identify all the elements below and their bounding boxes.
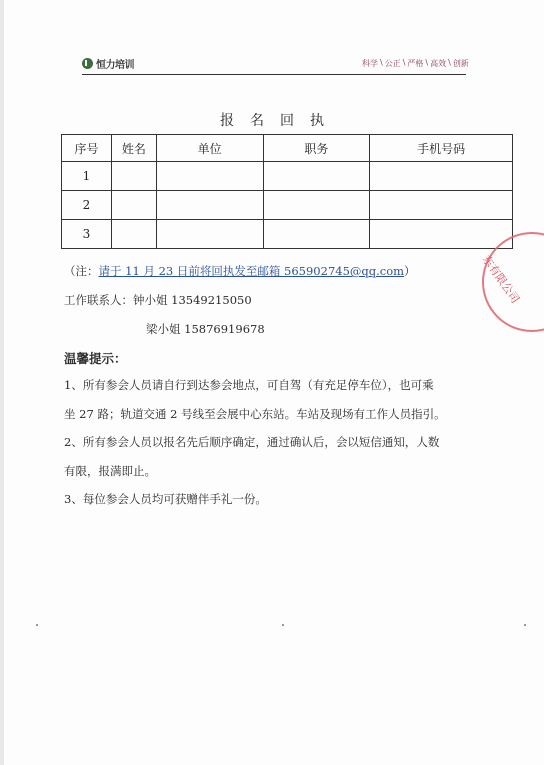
cell-phone[interactable] [370,162,513,191]
note-suffix: ） [404,264,416,278]
cell-name[interactable] [111,162,156,191]
cell-index: 2 [62,191,112,220]
slogan-word: 严格 [407,59,424,68]
cell-unit[interactable] [156,220,263,249]
cell-phone[interactable] [370,220,513,249]
slogan-separator: \ [448,58,451,67]
note-deadline-email[interactable]: 请于 11 月 23 日前将回执发至邮箱 565902745@qq.com [98,264,405,278]
header-slogan [362,58,469,69]
slogan-word: 科学 [362,59,378,68]
cell-position[interactable] [263,220,370,249]
tip-line: 3、每位参会人员均可获赠伴手礼一份。 [64,492,267,506]
cell-index: 1 [62,162,112,191]
table-row [62,162,513,191]
scan-dot [36,624,38,626]
header-divider [82,74,466,75]
table-header-row [62,135,513,162]
logo-text: 恒力培训 [96,59,134,71]
cell-unit[interactable] [156,162,263,191]
cell-position[interactable] [263,162,370,191]
registration-table [61,134,513,249]
slogan-word: 创新 [452,59,469,68]
table-row [62,220,513,249]
col-header-position: 职务 [263,135,370,162]
slogan-word: 高效 [430,59,447,68]
contact-line-1 [64,292,252,308]
tip-line: 2、所有参会人员以报名先后顺序确定，通过确认后，会以短信通知，人数 [64,435,440,449]
table-row [62,191,513,220]
scan-dot [282,624,284,626]
col-header-unit: 单位 [156,135,263,162]
cell-name[interactable] [111,220,156,249]
slogan-separator: \ [402,58,406,67]
slogan-separator: \ [425,58,429,67]
tips-heading: 温馨提示： [64,351,127,366]
contact-person-2: 梁小姐 15876919678 [146,322,265,336]
tip-line: 1、所有参会人员请自行到达参会地点，可自驾（有充足停车位），也可乘 [64,378,434,392]
contact-person-1: 钟小姐 13549215050 [133,293,252,307]
tip-line: 有限，报满即止。 [64,464,156,478]
cell-index: 3 [62,220,112,249]
logo-icon [82,58,93,69]
col-header-phone: 手机号码 [370,135,513,162]
cell-position[interactable] [263,191,370,220]
scan-dot [524,624,526,626]
slogan-word: 公正 [384,59,401,68]
col-header-index: 序号 [62,135,112,162]
slogan-separator: \ [380,58,383,67]
cell-name[interactable] [111,191,156,220]
col-header-name: 姓名 [111,135,156,162]
page-title: 报名回执 [220,113,340,129]
cell-unit[interactable] [156,191,263,220]
cell-phone[interactable] [370,191,513,220]
company-logo [82,56,134,70]
submission-note [64,263,416,279]
contact-label: 工作联系人： [64,293,133,307]
tip-line: 坐 27 路；轨道交通 2 号线至会展中心东站。车站及现场有工作人员指引。 [64,407,446,421]
seal-text: 东有限公司 [479,253,522,306]
note-prefix: （注： [64,264,99,278]
